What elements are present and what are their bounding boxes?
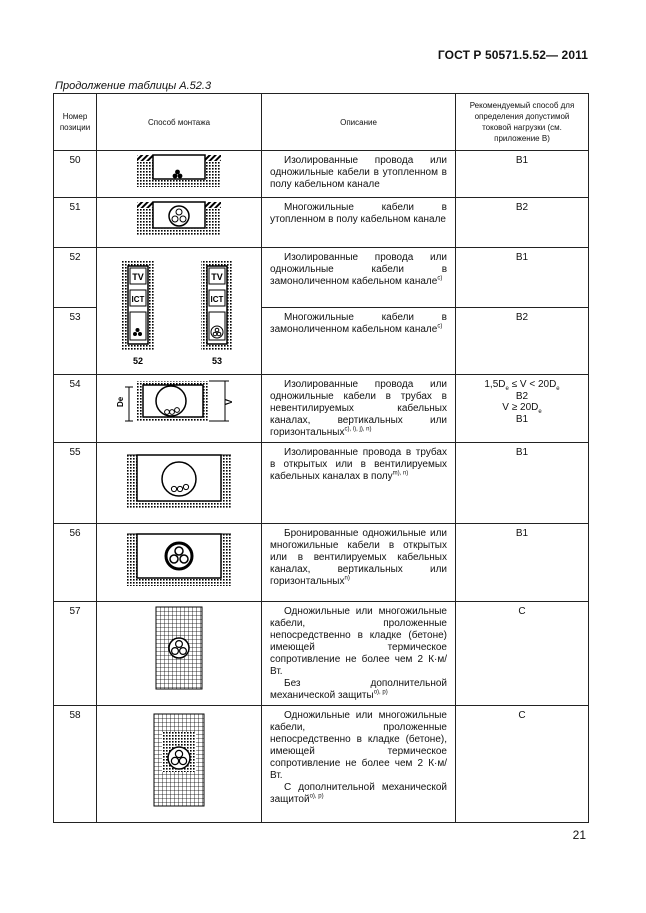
table-row xyxy=(54,248,589,308)
method-figure xyxy=(97,248,262,375)
de-label: De xyxy=(116,396,125,407)
installation-methods-table xyxy=(53,93,589,823)
row-recommended: C xyxy=(456,706,589,823)
row-description: Многожильные кабели в утопленном в полу кабельном канале xyxy=(262,198,456,248)
ict-label: ICT xyxy=(131,295,145,304)
row-recommended: B1 xyxy=(456,443,589,524)
row-number: 55 xyxy=(54,443,97,524)
row-number: 56 xyxy=(54,524,97,602)
table-row xyxy=(54,443,589,524)
tv-label: TV xyxy=(132,272,144,282)
floor-channel-multicore-figure xyxy=(137,200,221,236)
col-header-recommended: Рекомендуемый способ для определения допустимой токовой нагрузки (см. приложение В) xyxy=(456,94,589,151)
page-number: 21 xyxy=(572,828,586,842)
conduit-in-channel-figure xyxy=(116,377,239,427)
row-description: Многожильные кабели в замоноличенном кабельном канале$^{c)}$ xyxy=(262,308,456,375)
method-figure xyxy=(97,151,262,198)
row-recommended: B2 xyxy=(456,308,589,375)
figure-52-label: 52 xyxy=(132,356,144,366)
table-row xyxy=(54,602,589,706)
row-number: 52 xyxy=(54,248,97,308)
direct-in-masonry-figure xyxy=(156,607,202,689)
row-number: 50 xyxy=(54,151,97,198)
row-description: Одножильные или многожильные кабели, проложенные непосредственно в кладке (бетоне), имеющей термическое сопротивление не более чем 2 К·м/Вт. С дополнительной механической защитой$^{o), p)}$ xyxy=(262,706,456,823)
table-row xyxy=(54,151,589,198)
row-description: Бронированные одножильные или многожильные кабели в открытых или в вентилируемых кабельных каналах, вертикальных или горизонтальных$^{n)}$ xyxy=(262,524,456,602)
col-header-description: Описание xyxy=(262,94,456,151)
method-figure xyxy=(97,602,262,706)
row-number: 58 xyxy=(54,706,97,823)
table-row xyxy=(54,706,589,823)
floor-channel-wires-figure xyxy=(137,153,221,187)
method-figure xyxy=(97,198,262,248)
armoured-cable-channel-figure xyxy=(127,528,231,588)
row-description: Одножильные или многожильные кабели, проложенные непосредственно в кладке (бетоне) имеющей термическое сопротивление не более чем 2 К·м/Вт. Без дополнительной механической защиты$^{o), p)}$ xyxy=(262,602,456,706)
row-recommended: B1 xyxy=(456,151,589,198)
row-description: Изолированные провода или одножильные кабели в утопленном в полу кабельном канале xyxy=(262,151,456,198)
method-figure xyxy=(97,375,262,443)
row-recommended: B1 xyxy=(456,248,589,308)
row-recommended: B2 xyxy=(456,198,589,248)
figure-53-label: 53 xyxy=(211,356,223,366)
row-recommended: C xyxy=(456,602,589,706)
masonry-with-protection-figure xyxy=(154,714,204,806)
ict-label: ICT xyxy=(210,295,224,304)
row-recommended: $1,5D_e \le V < 20D_e$ B2 $V \ge 20D_e$ B1 xyxy=(456,375,589,443)
method-figure xyxy=(97,524,262,602)
row-description: Изолированные провода или одножильные кабели в трубах в невентилируемых кабельных каналах, вертикальных или горизонтальных$^{c), i), j), n)}$ xyxy=(262,375,456,443)
row-number: 51 xyxy=(54,198,97,248)
col-header-number: Номер позиции xyxy=(54,94,97,151)
row-number: 57 xyxy=(54,602,97,706)
table-row xyxy=(54,524,589,602)
table-row xyxy=(54,198,589,248)
col-header-method: Способ монтажа xyxy=(97,94,262,151)
open-floor-channel-conduit-figure xyxy=(127,449,231,511)
row-description: Изолированные провода в трубах в открытых или в вентилируемых кабельных каналах в полу$^{m), n)}$ xyxy=(262,443,456,524)
row-description: Изолированные провода или одножильные кабели в замоноличенном кабельном канале$^{c)}$ xyxy=(262,248,456,308)
table-caption: Продолжение таблицы А.52.3 xyxy=(55,80,212,92)
method-figure xyxy=(97,443,262,524)
tv-label: TV xyxy=(211,272,223,282)
v-label: V xyxy=(224,398,234,405)
embedded-trunking-figure xyxy=(119,258,239,368)
row-number: 53 xyxy=(54,308,97,375)
row-recommended: B1 xyxy=(456,524,589,602)
table-row xyxy=(54,375,589,443)
row-number: 54 xyxy=(54,375,97,443)
document-standard-number: ГОСТ Р 50571.5.52— 2011 xyxy=(437,48,588,62)
method-figure xyxy=(97,706,262,823)
